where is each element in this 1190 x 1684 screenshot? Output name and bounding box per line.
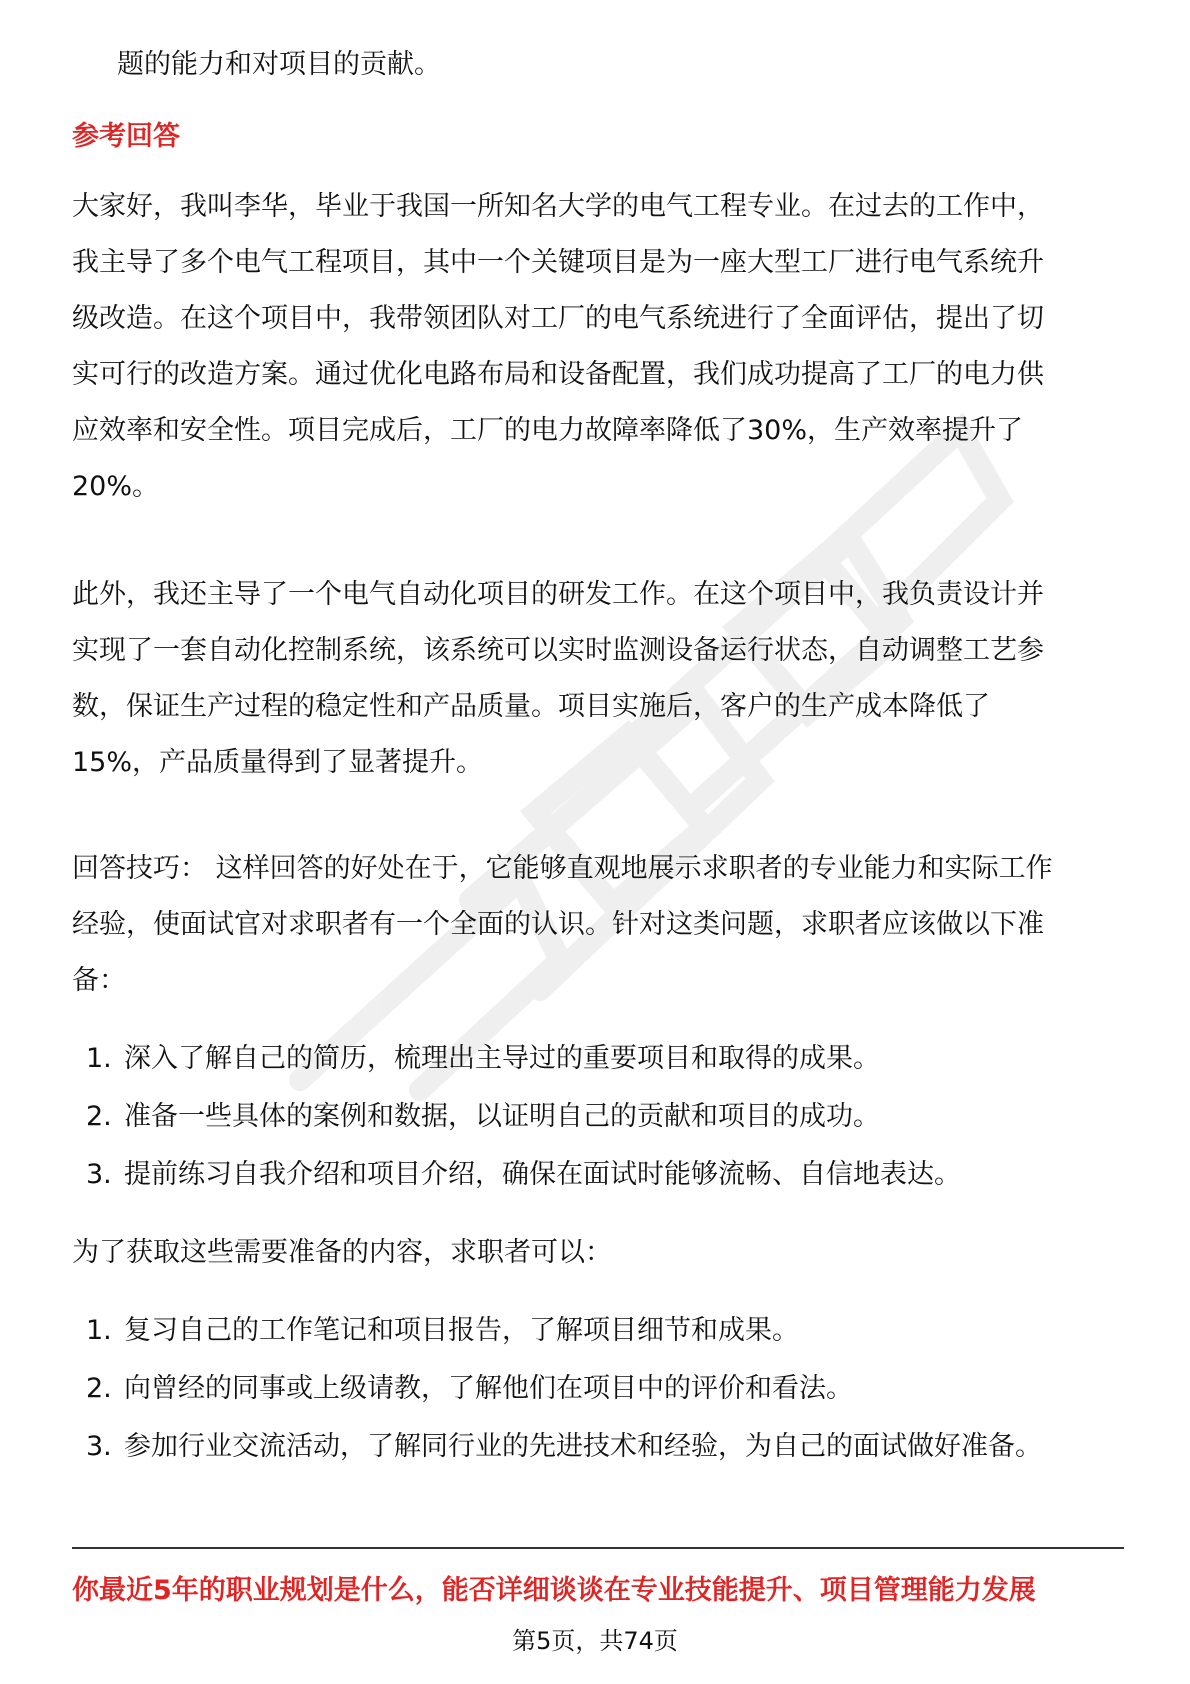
para1-line-4: 实可行的改造方案。通过优化电路布局和设备配置，我们成功提高了工厂的电力供 bbox=[72, 359, 1044, 390]
intro-tail-line: 题的能力和对项目的贡献。 bbox=[117, 49, 441, 80]
section-divider bbox=[72, 1547, 1124, 1549]
para1-line-1: 大家好，我叫李华，毕业于我国一所知名大学的电气工程专业。在过去的工作中， bbox=[72, 191, 1044, 222]
tips-line-3: 备： bbox=[72, 965, 126, 996]
prep-item-1-number: 1. bbox=[86, 1043, 112, 1074]
para2-line-4: 15%，产品质量得到了显著提升。 bbox=[72, 747, 484, 778]
para1-line-5: 应效率和安全性。项目完成后，工厂的电力故障率降低了30%，生产效率提升了 bbox=[72, 415, 1024, 446]
obtain-item-1-text: 复习自己的工作笔记和项目报告，了解项目细节和成果。 bbox=[124, 1315, 799, 1346]
prep-item-2-text: 准备一些具体的案例和数据，以证明自己的贡献和项目的成功。 bbox=[124, 1101, 880, 1132]
para2-line-1: 此外，我还主导了一个电气自动化项目的研发工作。在这个项目中，我负责设计并 bbox=[72, 579, 1044, 610]
para1-line-3: 级改造。在这个项目中，我带领团队对工厂的电气系统进行了全面评估，提出了切 bbox=[72, 303, 1044, 334]
prep-item-1-text: 深入了解自己的简历，梳理出主导过的重要项目和取得的成果。 bbox=[124, 1043, 880, 1074]
obtain-item-2-text: 向曾经的同事或上级请教，了解他们在项目中的评价和看法。 bbox=[124, 1373, 853, 1404]
prep-item-3-number: 3. bbox=[86, 1159, 112, 1190]
para1-line-6: 20%。 bbox=[72, 471, 160, 502]
para2-line-2: 实现了一套自动化控制系统，该系统可以实时监测设备运行状态，自动调整工艺参 bbox=[72, 635, 1044, 666]
next-question-heading: 你最近5年的职业规划是什么，能否详细谈谈在专业技能提升、项目管理能力发展 bbox=[72, 1575, 1036, 1606]
tips-line-2: 经验，使面试官对求职者有一个全面的认识。针对这类问题，求职者应该做以下准 bbox=[72, 909, 1044, 940]
prep-item-2-number: 2. bbox=[86, 1101, 112, 1132]
obtain-item-3-text: 参加行业交流活动，了解同行业的先进技术和经验，为自己的面试做好准备。 bbox=[124, 1431, 1042, 1462]
obtain-item-1-number: 1. bbox=[86, 1315, 112, 1346]
para2-line-3: 数，保证生产过程的稳定性和产品质量。项目实施后，客户的生产成本降低了 bbox=[72, 691, 990, 722]
obtain-intro: 为了获取这些需要准备的内容，求职者可以： bbox=[72, 1237, 612, 1268]
answer-heading: 参考回答 bbox=[72, 121, 180, 152]
obtain-item-2-number: 2. bbox=[86, 1373, 112, 1404]
obtain-item-3-number: 3. bbox=[86, 1431, 112, 1462]
prep-item-3-text: 提前练习自我介绍和项目介绍，确保在面试时能够流畅、自信地表达。 bbox=[124, 1159, 961, 1190]
para1-line-2: 我主导了多个电气工程项目，其中一个关键项目是为一座大型工厂进行电气系统升 bbox=[72, 247, 1044, 278]
page-number-footer: 第5页，共74页 bbox=[512, 1627, 678, 1655]
tips-line-1: 回答技巧： 这样回答的好处在于，它能够直观地展示求职者的专业能力和实际工作 bbox=[72, 853, 1053, 884]
